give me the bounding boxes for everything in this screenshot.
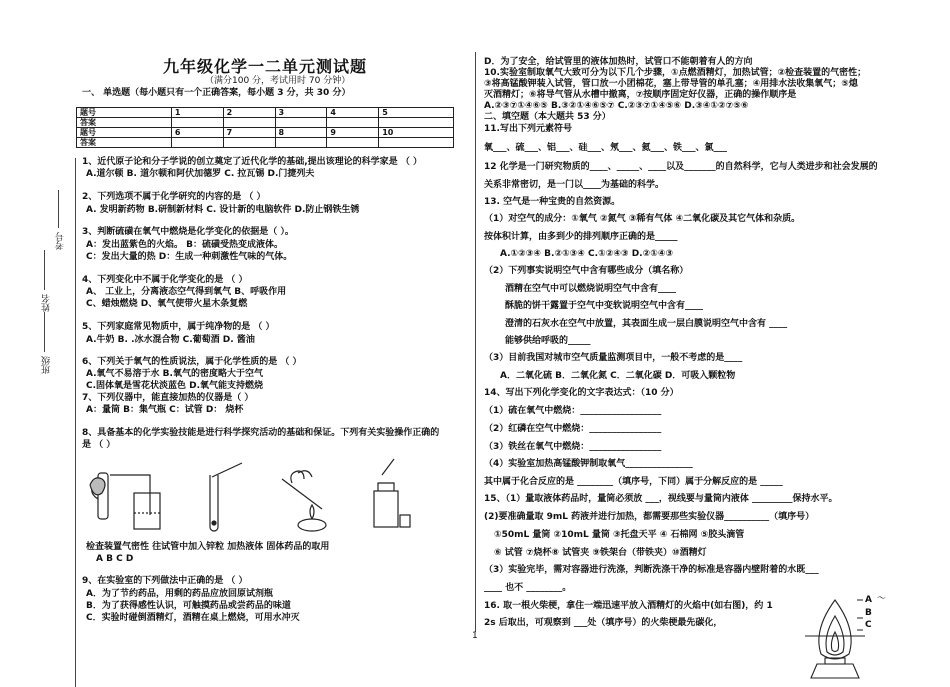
solid-reagent-figure [374, 459, 410, 527]
q14-part3: （3）铁丝在氧气中燃烧：________________ [484, 442, 662, 452]
q2-options: A. 发明新药物 B.研制新材料 C. 设计新的电脑软件 D.防止钢铁生锈 [86, 205, 360, 215]
q13-part3-options: A．二氧化硫 B．二氧化氮 C．二氧化碳 D．可吸入颗粒物 [500, 371, 736, 381]
q14-classify: 其中属于化合反应的是 ________（填序号，下同）属于分解反应的是 _____ [484, 477, 783, 487]
q8-stem: 8、具备基本的化学实验技能是进行科学探究活动的基础和保证。下列有关实验操作正确的 [82, 428, 440, 438]
q13-stem: 13. 空气是一种宝贵的自然资源。 [484, 197, 621, 207]
answer-cell[interactable] [223, 118, 275, 128]
table-cell: 8 [275, 128, 327, 138]
answer-cell[interactable] [327, 138, 379, 148]
banji-blank [44, 312, 45, 352]
flame-label-b: B [865, 608, 872, 618]
q13-part3: （3）目前我国对城市空气质量监测项目中，一般不考虑的是____ [484, 353, 743, 363]
q8-figure-captions: 检查装置气密性 往试管中加入锌粒 加热液体 固体药品的取用 [86, 542, 330, 552]
q5-options: A.牛奶 B. .冰水混合物 C.葡萄酒 D. 酱油 [86, 335, 255, 345]
table-cell: 5 [379, 108, 454, 118]
table-row [77, 118, 454, 128]
q16-line-1: 16. 取一根火柴梗，拿住一端迅速平放入酒精灯的火焰中(如右图)，约 1 [484, 601, 773, 611]
q6-stem: 6、下列关于氧气的性质说法，属于化学性质的是 （ ） [82, 357, 302, 367]
q6-options-cd: C.固体氧是雪花状淡蓝色 D.氧气能支持燃烧 [86, 381, 264, 391]
q11-stem: 11.写出下列元素符号 [484, 124, 572, 134]
binding-line [75, 158, 76, 687]
flame-tilde: ～ [877, 594, 887, 604]
table-cell: 3 [275, 108, 327, 118]
q15-part3-cont: ____ 也不 ________。 [484, 583, 572, 593]
flame-label-a: A [865, 595, 872, 605]
q9-option-d: D．为了安全，给试管里的液体加热时，试管口不能朝着有人的方向 [484, 57, 753, 67]
answer-cell[interactable] [171, 118, 223, 128]
q10-stem-2: ③将高锰酸钾装入试管，管口放一小团棉花，塞上带导管的单孔塞；④用排水法收集氧气；⑤熄 [484, 79, 858, 89]
table-row [77, 128, 454, 138]
q9-option-a: A．为了节约药品，用剩的药品应放回原试剂瓶 [86, 589, 273, 599]
q13-part2-d: 能够供给呼吸的_____ [505, 336, 591, 346]
table-cell: 6 [171, 128, 223, 138]
q14-stem: 14、写出下列化学变化的文字表达式：（10 分） [484, 388, 679, 398]
q10-options: A.②③⑦①④⑥⑤ B.③②①④⑥⑤⑦ C.②③⑦①④⑤⑥ D.③④①②⑦⑤⑥ [484, 101, 749, 111]
q5-stem: 5、下列家庭常见物质中，属于纯净物的是 （ ） [82, 322, 275, 332]
q9-stem: 9、在实验室的下列做法中正确的是 （ ） [82, 576, 248, 586]
table-cell: 2 [223, 108, 275, 118]
q1-stem: 1、近代原子论和分子学说的创立奠定了近代化学的基础,提出该理论的科学家是 （ ） [82, 157, 422, 167]
q3-options-ab: A：发出蓝紫色的火焰。 B：硫磺受热变成液体。 [86, 240, 283, 250]
q14-part4: （4）实验室加热高锰酸钾制取氧气_______________ [484, 459, 693, 469]
table-cell: 1 [171, 108, 223, 118]
q1-options: A.道尔顿 B. 道尔顿和阿伏加德罗 C. 拉瓦锡 D.门捷列夫 [86, 169, 315, 179]
table-cell: 题号 [77, 108, 172, 118]
lab-illustrations [82, 455, 412, 537]
q12-line-1: 12 化学是一门研究物质的____、_____、____以及_______的自然科学，它与人类进步和社会发展的 [484, 162, 878, 172]
q3-options-cd: C：发出大量的热 D：生成一种刺激性气味的气体。 [86, 252, 293, 262]
table-row [77, 138, 454, 148]
answer-cell[interactable] [327, 118, 379, 128]
q7-stem: 7、下列仪器中，能直接加热的仪器是（ ） [82, 393, 254, 403]
column-divider [475, 52, 476, 632]
page-number: 1 [472, 631, 478, 641]
table-row [77, 108, 454, 118]
q13-part2-c: 澄清的石灰水在空气中放置，其表面生成一层白膜说明空气中含有 ____ [505, 319, 788, 329]
q13-part2-a: 酒精在空气中可以燃烧说明空气中含有____ [505, 284, 677, 294]
q9-option-c: C．实验时碰倒酒精灯，酒精在桌上燃烧，可用水冲灭 [86, 613, 300, 623]
kaohao-blank [58, 190, 59, 228]
table-cell: 9 [327, 128, 379, 138]
q8-figure-letters: A B C D [96, 554, 134, 564]
section-two-heading: 二、填空题（本大题共 53 分） [484, 112, 611, 122]
q14-part2: （2）红磷在空气中燃烧：________________ [484, 424, 662, 434]
q15-part2: (2)要准确量取 9mL 药液并进行加热，都需要那些实验仪器__________（填序号） [484, 512, 815, 522]
q15-part3: （3）实验完毕，需对容器进行洗涤，判断洗涤干净的标准是容器内壁附着的水既___ [484, 565, 819, 575]
table-cell: 答案 [77, 138, 172, 148]
q13-part1-options: A.①②③④ B.②①③④ C.①②④③ D.②①④③ [500, 249, 674, 259]
q9-option-b: B．为了获得感性认识，可触摸药品或尝药品的味道 [86, 601, 291, 611]
table-cell: 题号 [77, 128, 172, 138]
q10-stem-3: 灭酒精灯；⑥将导气管从水槽中撤离，⑦按顺序固定好仪器，正确的操作顺序是 [484, 90, 797, 100]
add-zinc-figure [210, 463, 242, 531]
q6-options-ab: A.氧气不易溶于水 B.氧气的密度略大于空气 [86, 369, 263, 379]
flame-label-c: C [865, 620, 872, 630]
table-cell: 7 [223, 128, 275, 138]
answer-cell[interactable] [171, 138, 223, 148]
answer-cell[interactable] [379, 118, 454, 128]
airtightness-check-figure [90, 473, 160, 529]
q15-instruments-1: ①50mL 量筒 ②10mL 量筒 ③托盘天平 ④ 石棉网 ⑤胶头滴管 [494, 530, 745, 540]
q15-instruments-2: ⑥ 试管 ⑦烧杯⑧ 试管夹 ⑨铁架台（带铁夹）⑩酒精灯 [494, 548, 707, 558]
table-cell: 答案 [77, 118, 172, 128]
answer-cell[interactable] [275, 138, 327, 148]
q4-stem: 4、下列变化中不属于化学变化的是 （ ） [82, 275, 248, 285]
q7-options: A：量筒 B：集气瓶 C：试管 D： 烧杯 [86, 405, 244, 415]
q4-options-cd: C、蜡烛燃烧 D、氧气使带火星木条复燃 [86, 299, 248, 309]
exam-subtitle: （满分100 分，考试用时 70 分钟） [205, 76, 351, 86]
q3-stem: 3、判断硫磺在氧气中燃烧是化学变化的依据是（ ）。 [82, 227, 294, 237]
q12-line-2: 关系非常密切，是一门以____为基础的科学。 [484, 180, 665, 190]
q8-stem-cont: 是 （ ） [82, 440, 116, 450]
q16-line-2: 2s 后取出，可观察到 ___处（填序号）的火柴梗最先碳化， [484, 618, 723, 628]
q10-stem-1: 10.实验室制取氧气大致可分为以下几个步骤，①点燃酒精灯，加热试管；②检查装置的气密性； [484, 68, 867, 78]
q13-part1-ask: 按体积计算，由多到少的排列顺序正确的是_____ [484, 232, 678, 242]
answer-cell[interactable] [223, 138, 275, 148]
answer-cell[interactable] [379, 138, 454, 148]
q13-part2: （2）下列事实说明空气中含有哪些成分（填名称） [484, 266, 689, 276]
xingming-blank [44, 250, 45, 290]
q13-part2-b: 酥脆的饼干露置于空气中变软说明空气中含有____ [505, 301, 704, 311]
table-cell: 4 [327, 108, 379, 118]
heat-liquid-figure [282, 471, 326, 531]
label-xingming: 姓名 [42, 294, 52, 312]
q11-blanks: 氧___、硫___、铝___、硅___、氖___、氦___、铁___、氯___ [484, 143, 728, 153]
q2-stem: 2、下列选项不属于化学研究的内容的是 （ ） [82, 192, 266, 202]
answer-cell[interactable] [275, 118, 327, 128]
table-cell: 10 [379, 128, 454, 138]
q15-part1: 15、（1）量取液体药品时，量筒必须放 ___，视线要与量筒内液体 _________保持水平。 [484, 494, 838, 504]
section-one-heading: 一、 单选题（每小题只有一个正确答案，每小题 3 分，共 30 分） [82, 88, 351, 98]
q13-part1: （1）对空气的成分：①氧气 ②氮气 ③稀有气体 ④二氧化碳及其它气体和杂质。 [484, 214, 801, 224]
label-banji: 班级 [42, 356, 52, 374]
q14-part1: （1）硫在氧气中燃烧：__________________ [484, 406, 662, 416]
answer-table [76, 107, 454, 148]
exam-title: 九年级化学一二单元测试题 [163, 57, 368, 76]
q4-options-ab: A、 工业上，分离液态空气得到氧气 B、呼吸作用 [86, 287, 287, 297]
label-kaohao: 考号 [56, 232, 66, 250]
